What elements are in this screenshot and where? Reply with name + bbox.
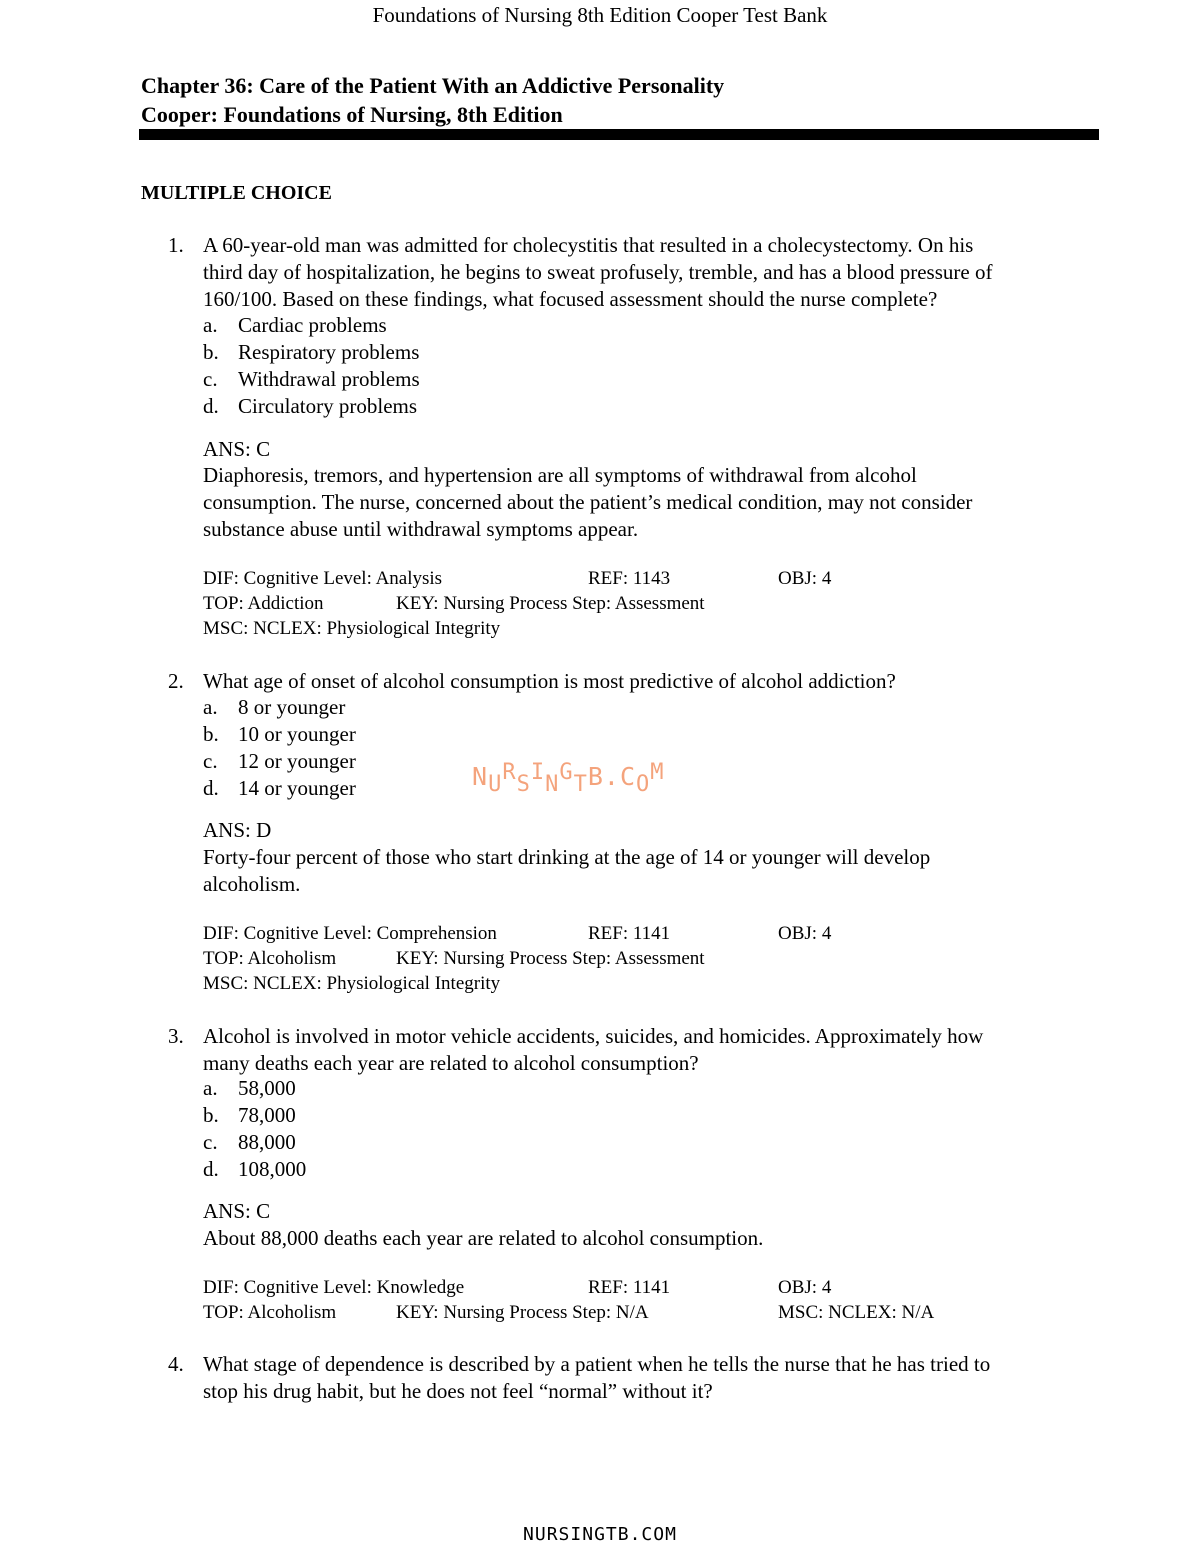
watermark-char: T bbox=[573, 772, 588, 797]
watermark-char: B bbox=[587, 762, 604, 791]
question-text-line: A 60-year-old man was admitted for cholecystitis that resulted in a cholecystectomy. On his bbox=[203, 233, 974, 257]
option-letter: c. bbox=[203, 749, 218, 773]
option-letter: d. bbox=[203, 1157, 219, 1181]
watermark bbox=[472, 760, 665, 797]
reference-meta: REF: 1141 bbox=[588, 1277, 671, 1298]
option-text: 10 or younger bbox=[238, 722, 356, 746]
option-text: Cardiac problems bbox=[238, 313, 387, 337]
watermark-char: U bbox=[488, 772, 503, 797]
option-text: 12 or younger bbox=[238, 749, 356, 773]
option-letter: b. bbox=[203, 722, 219, 746]
option-text: Circulatory problems bbox=[238, 394, 418, 418]
watermark-char: C bbox=[619, 762, 636, 791]
objective-meta: OBJ: 4 bbox=[778, 1277, 832, 1298]
question-text-line: stop his drug habit, but he does not feel “normal” without it? bbox=[203, 1379, 713, 1403]
option-letter: c. bbox=[203, 1130, 218, 1154]
section-heading: MULTIPLE CHOICE bbox=[141, 182, 332, 204]
option-text: Withdrawal problems bbox=[238, 367, 420, 391]
watermark-char: . bbox=[603, 762, 620, 791]
difficulty-meta: DIF: Cognitive Level: Analysis bbox=[203, 568, 443, 589]
question-number: 4. bbox=[168, 1352, 184, 1376]
question-text-line: many deaths each year are related to alcohol consumption? bbox=[203, 1051, 699, 1075]
key-meta: KEY: Nursing Process Step: N/A bbox=[396, 1302, 649, 1323]
page-header: Foundations of Nursing 8th Edition Cooper Test Bank bbox=[372, 3, 828, 27]
watermark-char: O bbox=[636, 772, 651, 797]
option-text: 14 or younger bbox=[238, 776, 356, 800]
question-text-line: What age of onset of alcohol consumption is most predictive of alcohol addiction? bbox=[203, 669, 896, 693]
watermark-char: N bbox=[472, 762, 489, 791]
msc-meta: MSC: NCLEX: Physiological Integrity bbox=[203, 618, 501, 639]
title-divider bbox=[139, 129, 1099, 140]
topic-meta: TOP: Alcoholism bbox=[203, 1302, 337, 1323]
watermark-char: G bbox=[559, 760, 574, 785]
reference-meta: REF: 1143 bbox=[588, 568, 671, 589]
difficulty-meta: DIF: Cognitive Level: Knowledge bbox=[203, 1277, 465, 1298]
answer-key: ANS: D bbox=[203, 818, 272, 842]
watermark-char: R bbox=[502, 760, 517, 785]
option-text: Respiratory problems bbox=[238, 340, 420, 364]
question-text-line: third day of hospitalization, he begins to sweat profusely, tremble, and has a blood pressure of bbox=[203, 260, 993, 284]
rationale-line: About 88,000 deaths each year are related to alcohol consumption. bbox=[203, 1226, 764, 1250]
difficulty-meta: DIF: Cognitive Level: Comprehension bbox=[203, 923, 497, 944]
question-text-line: What stage of dependence is described by a patient when he tells the nurse that he has tried to bbox=[203, 1352, 991, 1376]
question-text-line: 160/100. Based on these findings, what focused assessment should the nurse complete? bbox=[203, 287, 938, 311]
question-number: 2. bbox=[168, 669, 184, 693]
option-letter: a. bbox=[203, 1076, 218, 1100]
watermark-char: I bbox=[530, 760, 546, 785]
objective-meta: OBJ: 4 bbox=[778, 568, 832, 589]
topic-meta: TOP: Alcoholism bbox=[203, 948, 337, 969]
answer-key: ANS: C bbox=[203, 1199, 271, 1223]
rationale-line: consumption. The nurse, concerned about the patient’s medical condition, may not consider bbox=[203, 490, 973, 514]
page-footer: NURSINGTB.COM bbox=[523, 1524, 677, 1545]
reference-meta: REF: 1141 bbox=[588, 923, 671, 944]
key-meta: KEY: Nursing Process Step: Assessment bbox=[396, 593, 705, 614]
watermark-char: S bbox=[516, 772, 531, 797]
question-number: 1. bbox=[168, 233, 184, 257]
msc-meta: MSC: NCLEX: Physiological Integrity bbox=[203, 973, 501, 994]
option-text: 78,000 bbox=[238, 1103, 296, 1127]
option-text: 108,000 bbox=[238, 1157, 307, 1181]
book-title: Cooper: Foundations of Nursing, 8th Edition bbox=[141, 102, 563, 127]
rationale-line: Forty-four percent of those who start drinking at the age of 14 or younger will develop bbox=[203, 845, 931, 869]
option-text: 8 or younger bbox=[238, 695, 346, 719]
option-letter: d. bbox=[203, 394, 219, 418]
objective-meta: OBJ: 4 bbox=[778, 923, 832, 944]
option-text: 58,000 bbox=[238, 1076, 296, 1100]
option-letter: b. bbox=[203, 1103, 219, 1127]
watermark-char: M bbox=[650, 760, 665, 785]
rationale-line: alcoholism. bbox=[203, 872, 301, 896]
rationale-line: Diaphoresis, tremors, and hypertension are all symptoms of withdrawal from alcohol bbox=[203, 463, 917, 487]
chapter-title: Chapter 36: Care of the Patient With an Addictive Personality bbox=[141, 73, 725, 98]
topic-meta: TOP: Addiction bbox=[203, 593, 324, 614]
option-text: 88,000 bbox=[238, 1130, 296, 1154]
rationale-line: substance abuse until withdrawal symptoms appear. bbox=[203, 517, 639, 541]
option-letter: c. bbox=[203, 367, 218, 391]
answer-key: ANS: C bbox=[203, 437, 271, 461]
option-letter: a. bbox=[203, 695, 218, 719]
watermark-char: N bbox=[545, 772, 560, 797]
option-letter: a. bbox=[203, 313, 218, 337]
option-letter: d. bbox=[203, 776, 219, 800]
question-text-line: Alcohol is involved in motor vehicle accidents, suicides, and homicides. Approximately how bbox=[203, 1024, 984, 1048]
key-meta: KEY: Nursing Process Step: Assessment bbox=[396, 948, 705, 969]
option-letter: b. bbox=[203, 340, 219, 364]
question-number: 3. bbox=[168, 1024, 184, 1048]
msc-meta: MSC: NCLEX: N/A bbox=[778, 1302, 935, 1323]
